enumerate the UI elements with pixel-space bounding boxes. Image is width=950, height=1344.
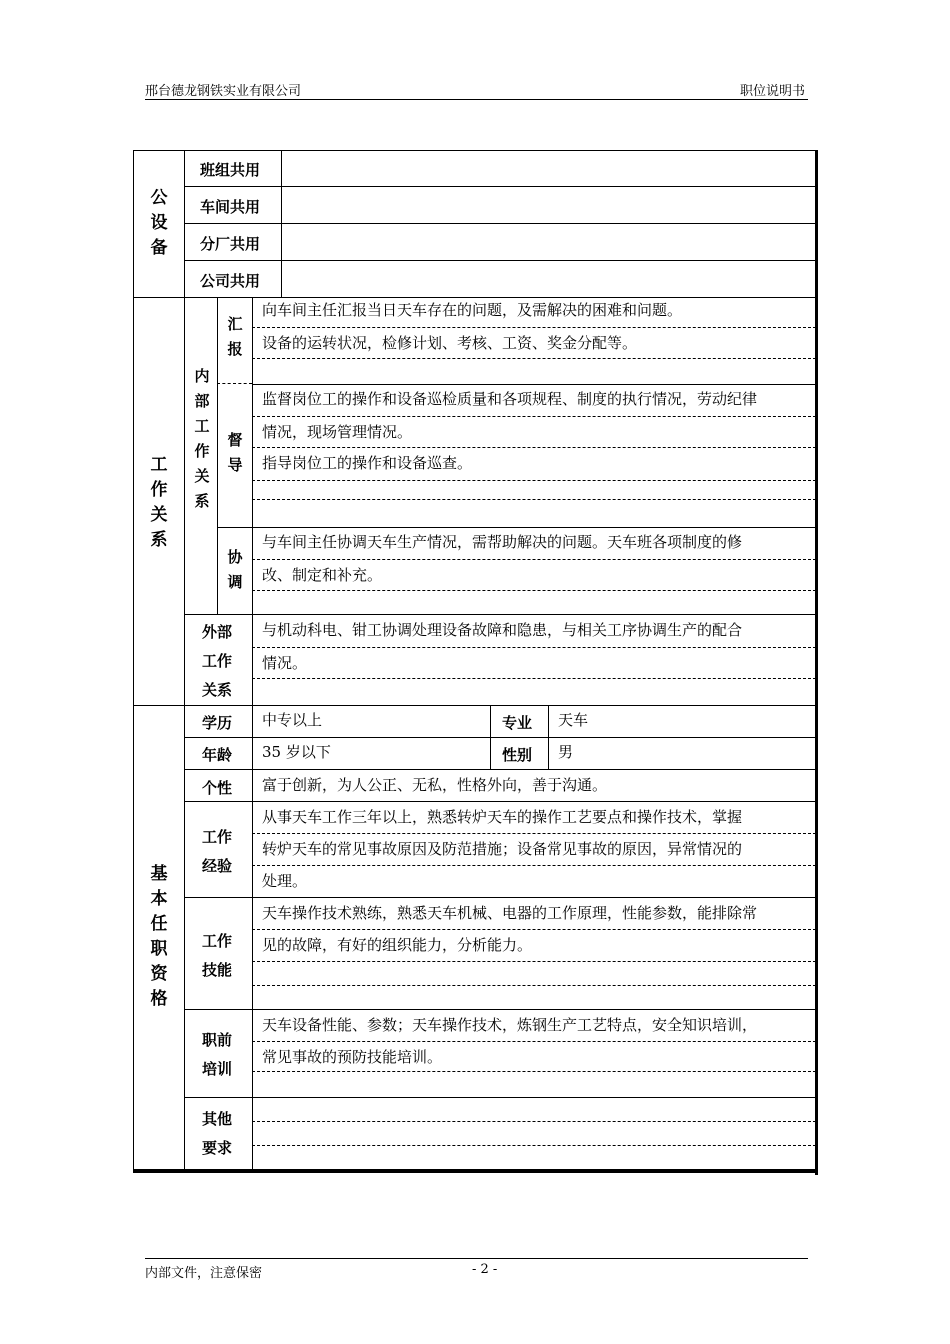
- equipment-row-team: 班组共用: [200, 161, 261, 179]
- internal-relations-label: 内部工作关系: [194, 367, 210, 510]
- company-name: 邢台德龙钢铁实业有限公司: [145, 84, 302, 99]
- supervise-line-3: 指导岗位工的操作和设备巡查。: [262, 454, 473, 472]
- table-shadow-bottom: [133, 1170, 818, 1173]
- report-label: 汇报: [227, 315, 243, 358]
- major-value: 天车: [558, 711, 589, 729]
- training-label-1: 职前: [202, 1031, 233, 1049]
- personality-value: 富于创新，为人公正、无私，性格外向，善于沟通。: [262, 776, 608, 794]
- document-type: 职位说明书: [739, 84, 805, 99]
- education-value: 中专以上: [262, 711, 323, 729]
- equipment-row-company: 公司共用: [200, 272, 261, 290]
- external-line-1: 与机动科电、钳工协调处理设备故障和隐患，与相关工序协调生产的配合: [262, 621, 743, 639]
- personality-label: 个性: [202, 779, 233, 797]
- other-label-2: 要求: [202, 1139, 233, 1157]
- experience-line-2: 转炉天车的常见事故原因及防范措施；设备常见事故的原因，异常情况的: [262, 840, 743, 858]
- gender-value: 男: [558, 743, 574, 761]
- footer-divider: [145, 1258, 808, 1259]
- external-label-1: 外部: [202, 623, 233, 641]
- experience-line-3: 处理。: [262, 872, 308, 890]
- external-label-3: 关系: [202, 681, 233, 699]
- coordinate-label: 协调: [227, 548, 243, 591]
- supervise-line-1: 监督岗位工的操作和设备巡检质量和各项规程、制度的执行情况，劳动纪律: [262, 390, 758, 408]
- skills-line-1: 天车操作技术熟练，熟悉天车机械、电器的工作原理，性能参数，能排除常: [262, 904, 758, 922]
- report-line-1: 向车间主任汇报当日天车存在的问题，及需解决的困难和问题。: [262, 301, 683, 319]
- experience-label-1: 工作: [202, 828, 233, 846]
- major-label: 专业: [502, 714, 533, 732]
- equipment-row-workshop: 车间共用: [200, 198, 261, 216]
- supervise-line-2: 情况，现场管理情况。: [262, 423, 413, 441]
- training-line-1: 天车设备性能、参数；天车操作技术，炼钢生产工艺特点，安全知识培训，: [262, 1016, 758, 1034]
- table-shadow-right: [815, 150, 818, 1175]
- experience-label-2: 经验: [202, 857, 233, 875]
- other-label-1: 其他: [202, 1110, 233, 1128]
- training-line-2: 常见事故的预防技能培训。: [262, 1048, 443, 1066]
- coordinate-line-2: 改、制定和补充。: [262, 566, 383, 584]
- page-number: - 2 -: [472, 1262, 498, 1277]
- gender-label: 性别: [502, 746, 533, 764]
- work-relations-label: 工作关系: [150, 455, 168, 550]
- skills-label-2: 技能: [202, 961, 233, 979]
- qualifications-label: 基本任职资格: [150, 864, 168, 1009]
- age-value: 35 岁以下: [262, 743, 331, 761]
- education-label: 学历: [202, 714, 233, 732]
- skills-line-2: 见的故障，有好的组织能力，分析能力。: [262, 936, 533, 954]
- experience-line-1: 从事天车工作三年以上，熟悉转炉天车的操作工艺要点和操作技术，掌握: [262, 808, 743, 826]
- age-label: 年龄: [202, 746, 233, 764]
- confidential-notice: 内部文件，注意保密: [145, 1266, 263, 1281]
- supervise-label: 督导: [227, 431, 243, 474]
- public-equipment-label: 公设备: [150, 188, 168, 258]
- coordinate-line-1: 与车间主任协调天车生产情况，需帮助解决的问题。天车班各项制度的修: [262, 533, 743, 551]
- training-label-2: 培训: [202, 1060, 233, 1078]
- header-divider: [145, 99, 808, 100]
- external-line-2: 情况。: [262, 654, 308, 672]
- skills-label-1: 工作: [202, 932, 233, 950]
- equipment-row-branch: 分厂共用: [200, 235, 261, 253]
- external-label-2: 工作: [202, 652, 233, 670]
- report-line-2: 设备的运转状况，检修计划、考核、工资、奖金分配等。: [262, 334, 638, 352]
